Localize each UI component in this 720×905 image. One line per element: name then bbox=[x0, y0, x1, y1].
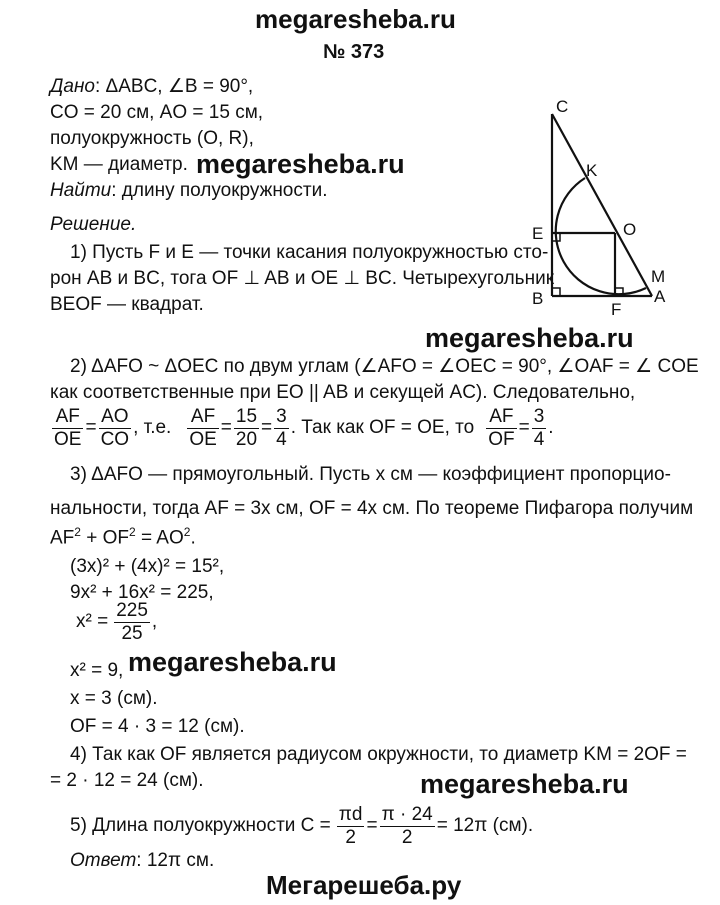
given-line-2: CO = 20 см, AO = 15 см, bbox=[50, 102, 264, 123]
frac-ao-co: $\frac{AO}{CO}$ bbox=[100, 406, 130, 450]
step3-line-2: нальности, тогда AF = 3x см, OF = 4x см. По теореме Пифагора получим bbox=[50, 498, 694, 519]
solution-label: Решение. bbox=[50, 214, 137, 235]
watermark-1: megaresheba.ru bbox=[196, 149, 405, 179]
step4-line-2: = 2 · 12 = 24 (см). bbox=[50, 770, 204, 791]
given-line-1 bbox=[50, 76, 253, 99]
label-o: O bbox=[623, 220, 637, 239]
frac-pi24-2: $\frac{\pi \cdot 24}{2}$ bbox=[381, 804, 433, 848]
given-text: : ΔABC, ∠B = 90°, bbox=[94, 76, 254, 97]
step3-eq-5: x = 3 (см). bbox=[70, 688, 158, 709]
step3-eq-6: OF = 4 · 3 = 12 (см). bbox=[70, 716, 245, 737]
step3-eq-1: (3x)² + (4x)² = 15², bbox=[70, 556, 225, 577]
step1-line-3: BEOF — квадрат. bbox=[50, 294, 204, 315]
find-line bbox=[50, 180, 327, 203]
eq-sign-3: = bbox=[261, 416, 273, 438]
step5-line: 5) Длина полуокружности C = $\frac{\pi d}{2}$ = $\frac{\pi \cdot 24}{2}$ = 12π (см). bbox=[70, 804, 534, 848]
find-text: : длину полуокружности. bbox=[111, 180, 328, 201]
site-title-top: megaresheba.ru bbox=[255, 4, 456, 34]
given-line-3: полуокружность (O, R), bbox=[50, 128, 254, 149]
answer-text: : 12π см. bbox=[136, 850, 215, 871]
step3-line-1: 3) ΔAFO — прямоугольный. Пусть x см — коэффициент пропорцио- bbox=[70, 464, 671, 485]
step3-eq-2: 9x² + 16x² = 225, bbox=[70, 582, 214, 603]
answer-label: Ответ bbox=[70, 850, 137, 871]
end-dot: . bbox=[548, 416, 554, 438]
right-angle-b bbox=[552, 288, 560, 296]
frac-225-25: $\frac{225}{25}$ bbox=[116, 600, 148, 644]
step2-equation bbox=[50, 406, 554, 451]
frac-15-20: $\frac{15}{20}$ bbox=[235, 406, 258, 450]
te-text: , т.е. bbox=[133, 416, 172, 438]
watermark-2: megaresheba.ru bbox=[425, 323, 634, 353]
frac-af-oe: $\frac{AF}{OE}$ bbox=[54, 406, 82, 450]
answer-line bbox=[70, 850, 214, 873]
frac-af-of: $\frac{AF}{OF}$ bbox=[488, 406, 515, 450]
step1-line-2: рон AB и BC, тога OF ⊥ AB и OE ⊥ BC. Четырехугольник bbox=[50, 268, 555, 289]
frac-3-4-2: $\frac{3}{4}$ bbox=[533, 406, 545, 450]
watermark-3: megaresheba.ru bbox=[128, 647, 337, 677]
eq-sign: = bbox=[85, 416, 97, 438]
site-title-bottom: Мегарешеба.ру bbox=[266, 870, 462, 900]
given-label: Дано bbox=[50, 76, 95, 97]
label-a: A bbox=[654, 287, 666, 306]
frac-af-oe-2: $\frac{AF}{OE}$ bbox=[189, 406, 217, 450]
find-label: Найти bbox=[50, 180, 112, 201]
watermark-4: megaresheba.ru bbox=[420, 769, 629, 799]
geometry-figure bbox=[520, 96, 700, 316]
step3-pythagoras: $AF^2 + OF^2 = AO^2$. bbox=[50, 525, 196, 549]
problem-number: № 373 bbox=[323, 41, 385, 63]
frac-pid-2: $\frac{\pi d}{2}$ bbox=[338, 804, 363, 848]
label-e: E bbox=[532, 224, 544, 243]
given-line-4: KM — диаметр. bbox=[50, 154, 188, 175]
frac-3-4: $\frac{3}{4}$ bbox=[276, 406, 287, 450]
label-c: C bbox=[556, 97, 569, 116]
step2-line-1: 2) ΔAFO ~ ΔOEC по двум углам (∠AFO = ∠OEC = 90°, ∠OAF = ∠ COE bbox=[70, 356, 699, 377]
step2-line-2: как соответственные при EO || AB и секущей AC). Следовательно, bbox=[50, 382, 636, 403]
step4-line-1: 4) Так как OF является радиусом окружности, то диаметр KM = 2OF = bbox=[70, 744, 687, 765]
label-f: F bbox=[611, 300, 622, 316]
label-m: M bbox=[651, 267, 666, 286]
label-b: B bbox=[532, 289, 544, 308]
label-k: K bbox=[586, 161, 598, 180]
mid-text: . Так как OF = OE, то bbox=[290, 416, 475, 438]
eq-sign-2: = bbox=[220, 416, 232, 438]
step1-line-1: 1) Пусть F и E — точки касания полуокружностью сто- bbox=[70, 242, 549, 263]
eq-sign-4: = bbox=[518, 416, 530, 438]
step3-eq-3: x² = $\frac{225}{25}$ , bbox=[76, 600, 158, 644]
step3-eq-4: x² = 9, bbox=[70, 660, 124, 681]
